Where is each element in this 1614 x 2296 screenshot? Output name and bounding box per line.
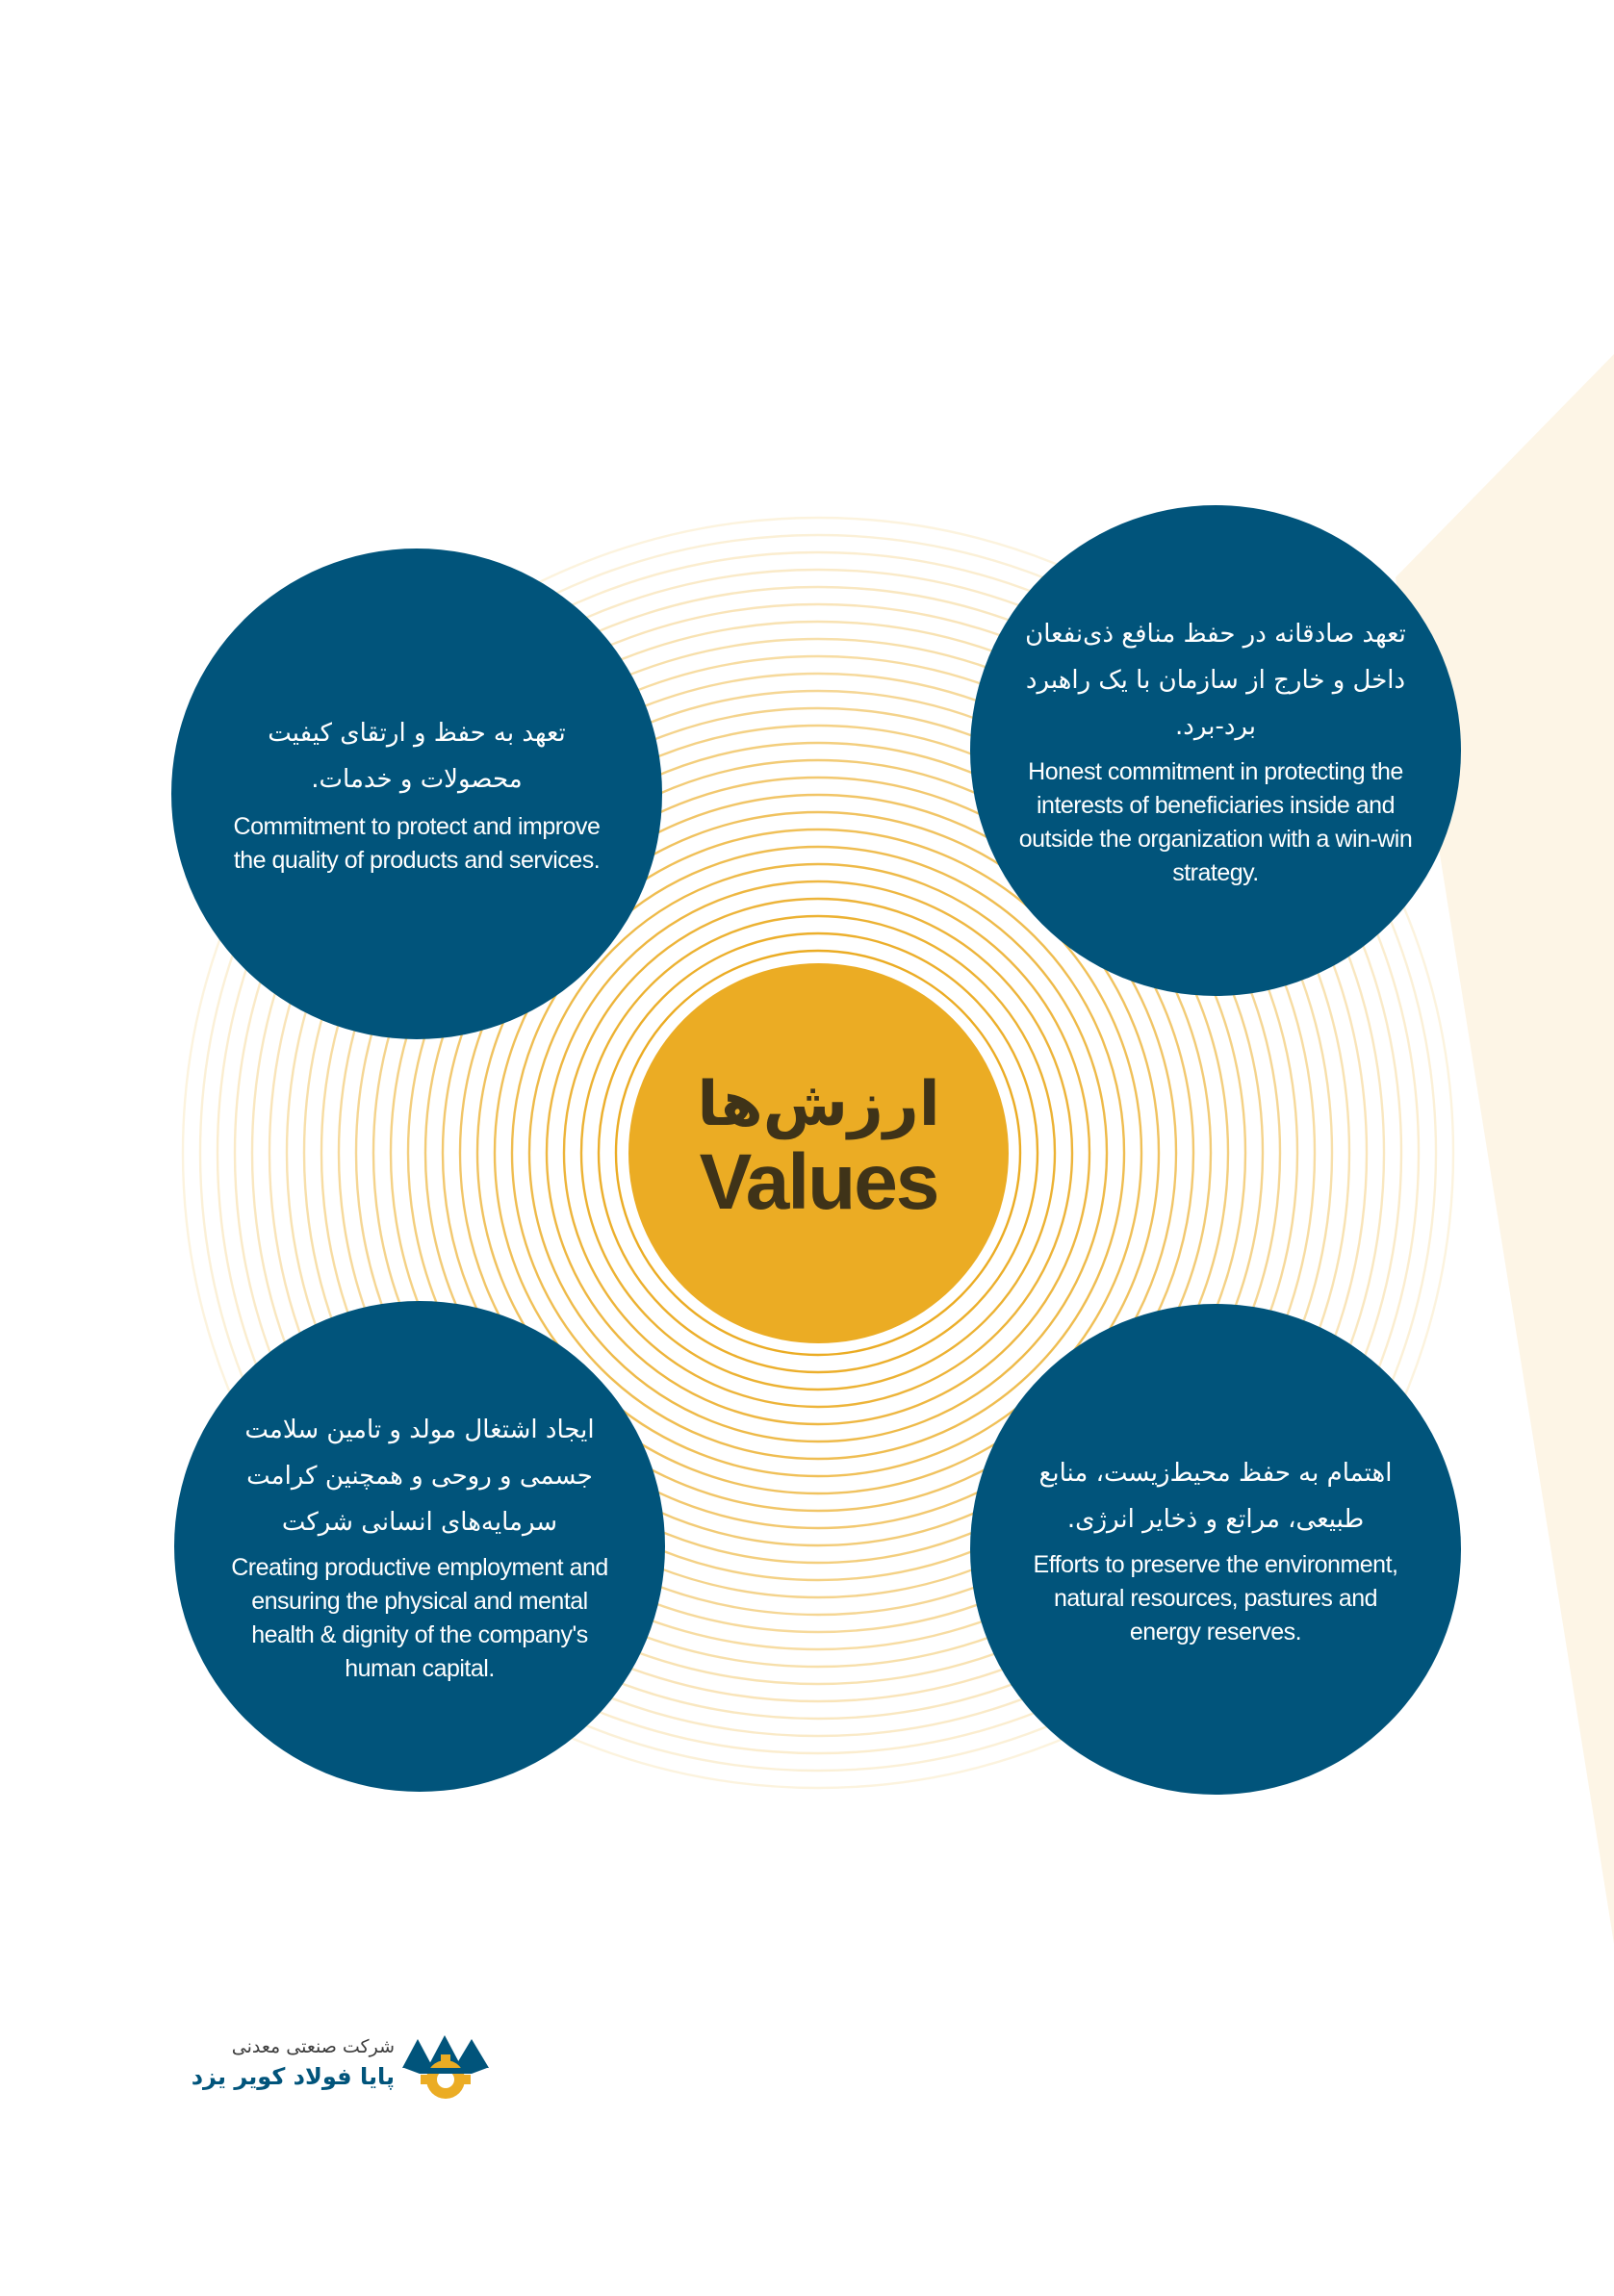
values-title-fa: ارزش‌ها [697,1069,940,1141]
value-text-fa: ایجاد اشتغال مولد و تامین سلامت جسمی و روحی و همچنین کرامت سرمایه‌های انسانی شرکت [244,1416,595,1537]
mountain-gear-logo-icon [395,2026,500,2103]
company-name [164,2033,395,2093]
values-title-en: Values [699,1137,938,1226]
value-text-en: Commitment to protect and improve the quality of products and services. [233,813,601,874]
value-text-fa: تعهد صادقانه در حفظ منافع ذی‌نفعان داخل و خارج از سازمان با یک راهبرد برد-برد. [1025,620,1406,741]
value-circle-environment [970,1304,1461,1795]
value-text-en: Efforts to preserve the environment, natural resources, pastures and energy reserves. [1033,1550,1398,1645]
values-center-circle [628,963,1009,1343]
value-circle-employment [174,1301,665,1792]
company-name-line2: پایا فولاد کویر یزد [191,2063,395,2090]
value-text-fa: تعهد به حفظ و ارتقای کیفیت محصولات و خدمات. [268,719,566,794]
value-circle-quality [171,548,662,1039]
value-text-fa: اهتمام به حفظ محیط‌زیست، منابع طبیعی، مراتع و ذخایر انرژی. [1038,1458,1393,1534]
value-text-en: Honest commitment in protecting the interests of beneficiaries inside and outside the organization with a win-win strategy. [1018,758,1413,886]
value-text-en: Creating productive employment and ensuring the physical and mental health & dignity of the company's human capital. [231,1554,608,1682]
company-logo [164,2026,510,2103]
value-circle-stakeholders [970,505,1461,996]
company-name-line1: شرکت صنعتی معدنی [231,2036,395,2057]
